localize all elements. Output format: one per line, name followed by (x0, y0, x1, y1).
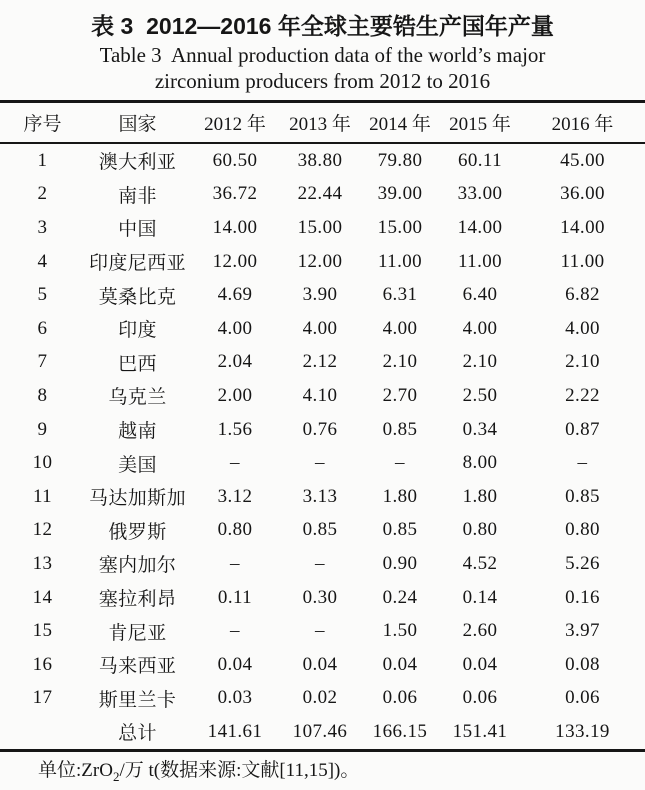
production-value: 2.10 (382, 351, 418, 373)
table-row (0, 480, 645, 514)
table-row (0, 682, 645, 716)
production-value: 3.97 (565, 620, 600, 642)
production-value: 0.80 (462, 519, 498, 541)
production-value: 6.40 (462, 284, 498, 306)
production-value: 11.00 (457, 250, 503, 272)
production-value: 2.70 (382, 384, 418, 406)
footnote-subscript: 2 (112, 768, 120, 784)
production-value: 0.02 (302, 687, 338, 709)
table-row (0, 648, 645, 682)
production-value: 2.50 (462, 384, 498, 406)
production-value: 0.06 (565, 687, 600, 709)
production-value: 4.69 (217, 284, 253, 306)
table-row (0, 547, 645, 581)
production-value: 12.00 (297, 250, 343, 272)
col-header-index: 序号 (0, 102, 85, 144)
production-value: 14.00 (560, 216, 605, 238)
country-name: 塞内加尔 (98, 555, 177, 577)
production-value: 0.06 (382, 687, 418, 709)
production-value: 15.00 (377, 216, 423, 238)
production-value: 39.00 (377, 183, 423, 205)
production-value: 0.24 (382, 586, 418, 608)
production-value: 0.30 (302, 586, 338, 608)
row-index: 16 (32, 653, 53, 675)
table-row (0, 413, 645, 447)
country-name: 澳大利亚 (98, 152, 177, 174)
production-value: 38.80 (297, 149, 343, 171)
country-name: 中国 (118, 219, 157, 241)
country-name: 总计 (118, 723, 157, 745)
row-index: 9 (37, 418, 48, 440)
zirconium-production-table (0, 100, 645, 752)
production-value: 166.15 (372, 720, 428, 742)
row-index (0, 715, 85, 750)
production-value: 0.04 (462, 653, 498, 675)
footnote-unit-prefix: 单位:ZrO (38, 759, 113, 781)
row-index: 13 (32, 552, 53, 574)
production-value: – (230, 452, 240, 474)
production-value: 0.80 (565, 519, 600, 541)
production-value: 4.00 (565, 317, 600, 339)
footnote-suffix: /万 t(数据来源:文献[11,15])。 (119, 759, 360, 781)
table-footnote (0, 756, 645, 790)
table-row (0, 514, 645, 548)
col-header-2016: 2016 年 (520, 102, 645, 144)
production-value: 0.80 (217, 519, 253, 541)
country-name: 俄罗斯 (108, 521, 167, 543)
production-value: 151.41 (452, 720, 508, 742)
row-index: 1 (37, 149, 48, 171)
table-row (0, 211, 645, 245)
col-header-2013: 2013 年 (280, 102, 360, 144)
production-value: 4.10 (302, 384, 338, 406)
production-value: 2.60 (462, 620, 498, 642)
table-header-row (0, 102, 645, 144)
production-value: 0.08 (565, 653, 600, 675)
country-name: 巴西 (118, 353, 157, 375)
production-value: 0.16 (565, 586, 600, 608)
production-value: – (315, 620, 325, 642)
row-index: 5 (37, 284, 48, 306)
table-row (0, 143, 645, 178)
production-value: 1.56 (217, 418, 253, 440)
production-value: 2.00 (217, 384, 253, 406)
row-index: 3 (37, 216, 48, 238)
production-value: 141.61 (207, 720, 263, 742)
production-value: – (577, 452, 588, 474)
row-index: 6 (37, 317, 48, 339)
production-value: 1.80 (462, 485, 498, 507)
col-header-2015: 2015 年 (440, 102, 520, 144)
production-value: 2.10 (565, 351, 600, 373)
production-value: 79.80 (377, 149, 423, 171)
production-value: 15.00 (297, 216, 343, 238)
production-value: 4.00 (217, 317, 253, 339)
row-index: 8 (37, 384, 48, 406)
production-value: 3.13 (302, 485, 338, 507)
row-index: 10 (32, 452, 53, 474)
production-value: 0.03 (217, 687, 253, 709)
table-body (0, 143, 645, 750)
country-name: 乌克兰 (108, 387, 167, 409)
production-value: 0.90 (382, 552, 418, 574)
country-name: 印度尼西亚 (88, 253, 186, 275)
table-row (0, 245, 645, 279)
production-value: 22.44 (297, 183, 343, 205)
production-value: – (230, 552, 240, 574)
production-value: 14.00 (212, 216, 258, 238)
production-value: 2.10 (462, 351, 498, 373)
table-row (0, 446, 645, 480)
row-index: 4 (37, 250, 48, 272)
country-name: 莫桑比克 (98, 286, 177, 308)
country-name: 美国 (118, 454, 157, 476)
production-value: 0.14 (462, 586, 498, 608)
production-value: 36.72 (212, 183, 258, 205)
production-value: 0.04 (217, 653, 253, 675)
col-header-2012: 2012 年 (190, 102, 280, 144)
production-value: 60.50 (212, 149, 258, 171)
production-value: – (395, 452, 405, 474)
row-index: 12 (32, 519, 53, 541)
production-value: 4.00 (462, 317, 498, 339)
table-caption-zh: 表 3 2012—2016 年全球主要锆生产国年产量 (91, 13, 554, 39)
production-value: 12.00 (212, 250, 258, 272)
production-value: 0.06 (462, 687, 498, 709)
production-value: 133.19 (555, 720, 610, 742)
country-name: 塞拉利昂 (98, 589, 177, 611)
production-value: 1.50 (382, 620, 418, 642)
production-value: 3.90 (302, 284, 338, 306)
table-caption-en-line1: Table 3 Annual production data of the world’s major (99, 43, 546, 67)
production-value: 8.00 (462, 452, 498, 474)
country-name: 南非 (118, 185, 157, 207)
production-value: 11.00 (560, 250, 605, 272)
production-value: 0.04 (302, 653, 338, 675)
production-value: 107.46 (292, 720, 348, 742)
production-value: – (315, 452, 325, 474)
production-value: 0.85 (382, 418, 418, 440)
table-total-row (0, 715, 645, 750)
row-index: 2 (37, 183, 48, 205)
production-value: 11.00 (377, 250, 423, 272)
production-value: 0.85 (302, 519, 338, 541)
table-row (0, 178, 645, 212)
row-index: 17 (32, 687, 53, 709)
production-value: 4.00 (382, 317, 418, 339)
production-value: 6.31 (382, 284, 418, 306)
country-name: 马来西亚 (98, 656, 177, 678)
production-value: 0.76 (302, 418, 338, 440)
production-value: 0.85 (382, 519, 418, 541)
production-value: 2.12 (302, 351, 338, 373)
country-name: 肯尼亚 (108, 622, 167, 644)
table-row (0, 581, 645, 615)
production-value: 3.12 (217, 485, 253, 507)
production-value: 2.04 (217, 351, 253, 373)
table-row (0, 346, 645, 380)
country-name: 马达加斯加 (88, 488, 186, 510)
production-value: 4.00 (302, 317, 338, 339)
country-name: 印度 (118, 320, 157, 342)
production-value: – (315, 552, 325, 574)
production-value: 33.00 (457, 183, 503, 205)
production-value: 1.80 (382, 485, 418, 507)
row-index: 7 (37, 351, 48, 373)
table-row (0, 379, 645, 413)
production-value: 2.22 (565, 384, 600, 406)
production-value: 0.11 (217, 586, 253, 608)
table-row (0, 278, 645, 312)
production-value: 36.00 (560, 183, 605, 205)
table-row (0, 614, 645, 648)
table-caption-en-line2: zirconium producers from 2012 to 2016 (154, 69, 491, 93)
production-value: 0.04 (382, 653, 418, 675)
col-header-2014: 2014 年 (360, 102, 440, 144)
country-name: 越南 (118, 421, 157, 443)
production-value: 0.87 (565, 418, 600, 440)
production-value: 0.85 (565, 485, 600, 507)
production-value: – (230, 620, 240, 642)
col-header-country: 国家 (85, 102, 190, 144)
row-index: 15 (32, 620, 53, 642)
table-row (0, 312, 645, 346)
production-value: 4.52 (462, 552, 498, 574)
production-value: 14.00 (457, 216, 503, 238)
production-value: 60.11 (457, 149, 503, 171)
production-value: 5.26 (565, 552, 600, 574)
production-value: 6.82 (565, 284, 600, 306)
production-value: 0.34 (462, 418, 498, 440)
country-name: 斯里兰卡 (98, 689, 177, 711)
row-index: 14 (32, 586, 53, 608)
production-value: 45.00 (560, 149, 605, 171)
row-index: 11 (32, 485, 53, 507)
